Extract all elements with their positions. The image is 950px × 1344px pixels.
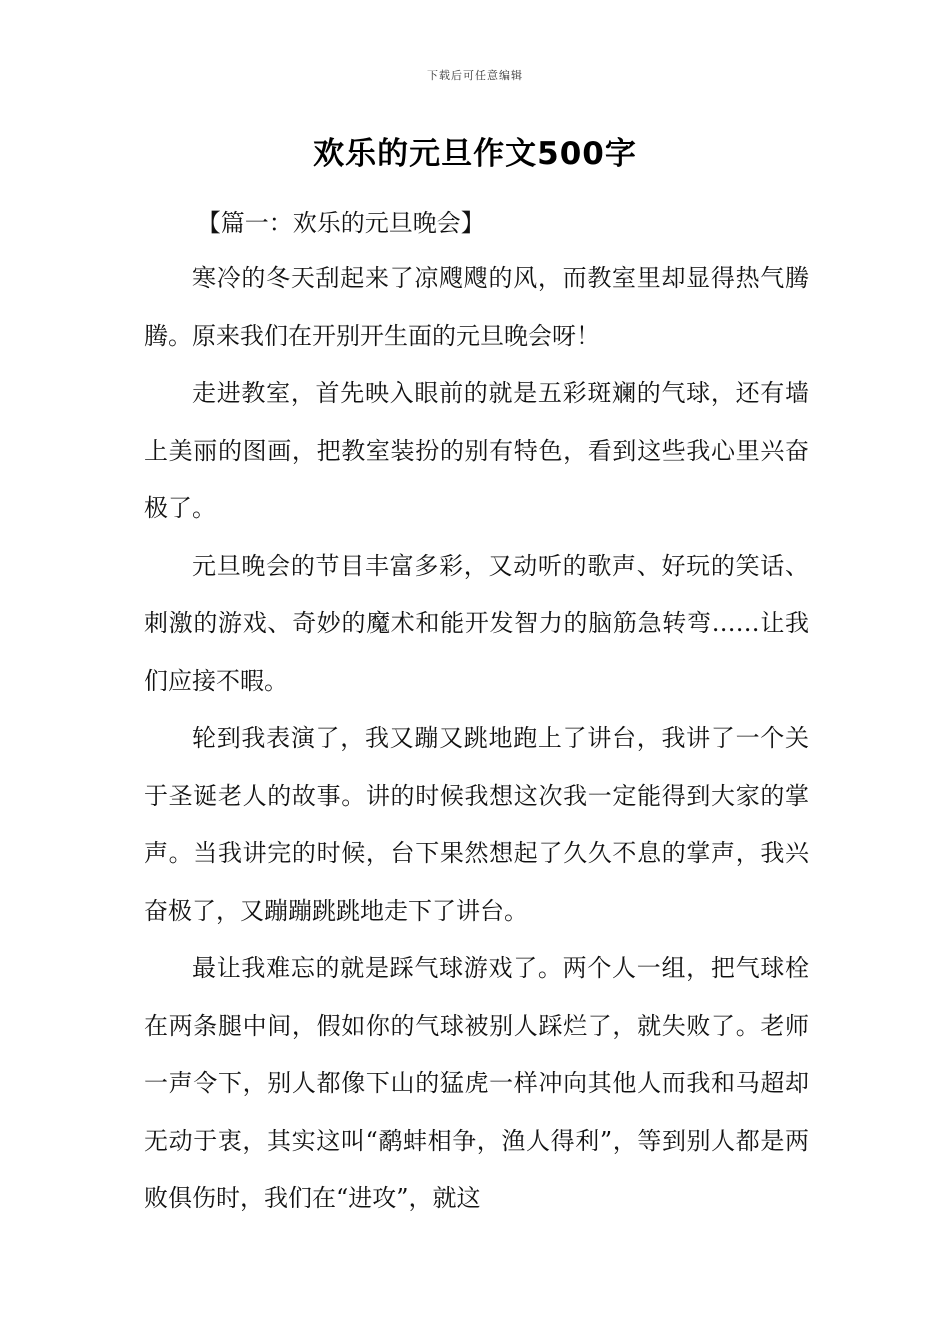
document-body [144,200,809,1228]
header-note: 下载后可任意编辑 [427,69,523,82]
paragraph: 寒冷的冬天刮起来了凉飕飕的风，而教室里却显得热气腾腾。原来我们在开别开生面的元旦晚会呀！ [144,264,809,350]
paragraph: 走进教室，首先映入眼前的就是五彩斑斓的气球，还有墙上美丽的图画，把教室装扮的别有特色，看到这些我心里兴奋极了。 [144,379,809,522]
document-title: 欢乐的元旦作文500字 [313,136,637,172]
section-heading: 【篇一：欢乐的元旦晚会】 [196,209,485,237]
paragraph: 最让我难忘的就是踩气球游戏了。两个人一组，把气球栓在两条腿中间，假如你的气球被别人踩烂了，就失败了。老师一声令下，别人都像下山的猛虎一样冲向其他人而我和马超却无动于衷，其实这叫“鹬蚌相争，渔人得利”，等到别人都是两败俱伤时，我们在“进攻”，就这 [144,954,809,1212]
paragraph: 轮到我表演了，我又蹦又跳地跑上了讲台，我讲了一个关于圣诞老人的故事。讲的时候我想这次我一定能得到大家的掌声。当我讲完的时候，台下果然想起了久久不息的掌声，我兴奋极了，又蹦蹦跳跳地走下了讲台。 [144,724,809,925]
paragraph: 元旦晚会的节目丰富多彩，又动听的歌声、好玩的笑话、刺激的游戏、奇妙的魔术和能开发智力的脑筋急转弯……让我们应接不暇。 [144,551,809,695]
